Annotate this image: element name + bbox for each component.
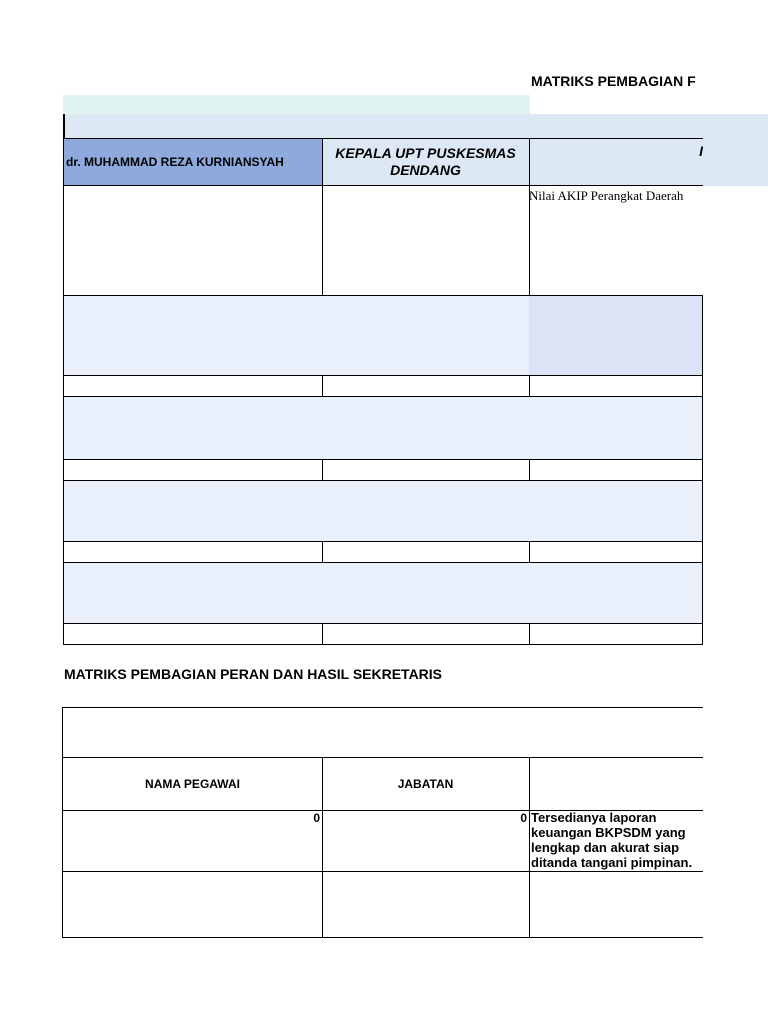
t1-cell-r7-c3[interactable]	[529, 542, 703, 563]
t1-cell-r1-hasil[interactable]: Nilai AKIP Perangkat Daerah	[529, 186, 703, 296]
t2-cell-r2-c2[interactable]	[322, 871, 530, 938]
header-jabatan[interactable]: KEPALA UPT PUSKESMAS DENDANG	[322, 138, 530, 186]
t1-cell-r5-c3[interactable]	[529, 460, 703, 481]
t1-cell-r1-c2[interactable]	[322, 186, 530, 296]
t2-title-row[interactable]	[62, 707, 703, 758]
t1-cell-r2-c1[interactable]	[63, 296, 323, 376]
t2-header-nama[interactable]: NAMA PEGAWAI	[62, 757, 323, 811]
t1-cell-r4-c2[interactable]	[322, 397, 530, 460]
t1-cell-r4-c1[interactable]	[63, 397, 323, 460]
t1-cell-r6-c2[interactable]	[322, 481, 530, 542]
t1-cell-r9-c2[interactable]	[322, 624, 530, 645]
highlight-band	[63, 95, 530, 115]
t1-cell-r9-c1[interactable]	[63, 624, 323, 645]
table2-title: MATRIKS PEMBAGIAN PERAN DAN HASIL SEKRETARIS	[64, 666, 443, 682]
t2-cell-nama[interactable]: 0	[62, 810, 323, 872]
header-hasil[interactable]: I	[529, 138, 703, 186]
t2-cell-hasil[interactable]: Tersedianya laporan keuangan BKPSDM yang lengkap dan akurat siap ditanda tangani pimpinan.	[529, 810, 703, 872]
t2-cell-r2-c1[interactable]	[62, 871, 323, 938]
t1-cell-r3-c1[interactable]	[63, 376, 323, 397]
t1-cell-r2-c3[interactable]	[529, 296, 703, 376]
t1-cell-r8-c3[interactable]	[529, 563, 703, 624]
t1-cell-r6-c1[interactable]	[63, 481, 323, 542]
table1-title: MATRIKS PEMBAGIAN F	[531, 73, 696, 89]
t1-cell-r2-c2[interactable]	[322, 296, 530, 376]
t2-header-hasil[interactable]	[529, 757, 703, 811]
header-pegawai-name[interactable]: dr. MUHAMMAD REZA KURNIANSYAH	[63, 138, 323, 186]
t1-cell-r7-c1[interactable]	[63, 542, 323, 563]
t2-cell-jabatan[interactable]: 0	[322, 810, 530, 872]
t1-cell-r5-c2[interactable]	[322, 460, 530, 481]
t1-cell-r8-c1[interactable]	[63, 563, 323, 624]
t1-cell-r4-c3[interactable]	[529, 397, 703, 460]
t1-cell-r9-c3[interactable]	[529, 624, 703, 645]
t1-cell-r7-c2[interactable]	[322, 542, 530, 563]
t1-cell-r3-c3[interactable]	[529, 376, 703, 397]
t2-cell-r2-c3[interactable]	[529, 871, 703, 938]
t1-cell-r1-c1[interactable]	[63, 186, 323, 296]
t1-cell-r8-c2[interactable]	[322, 563, 530, 624]
t2-header-jabatan[interactable]: JABATAN	[322, 757, 530, 811]
t1-cell-r5-c1[interactable]	[63, 460, 323, 481]
text-cursor	[63, 114, 65, 138]
t1-cell-r3-c2[interactable]	[322, 376, 530, 397]
t1-cell-r6-c3[interactable]	[529, 481, 703, 542]
